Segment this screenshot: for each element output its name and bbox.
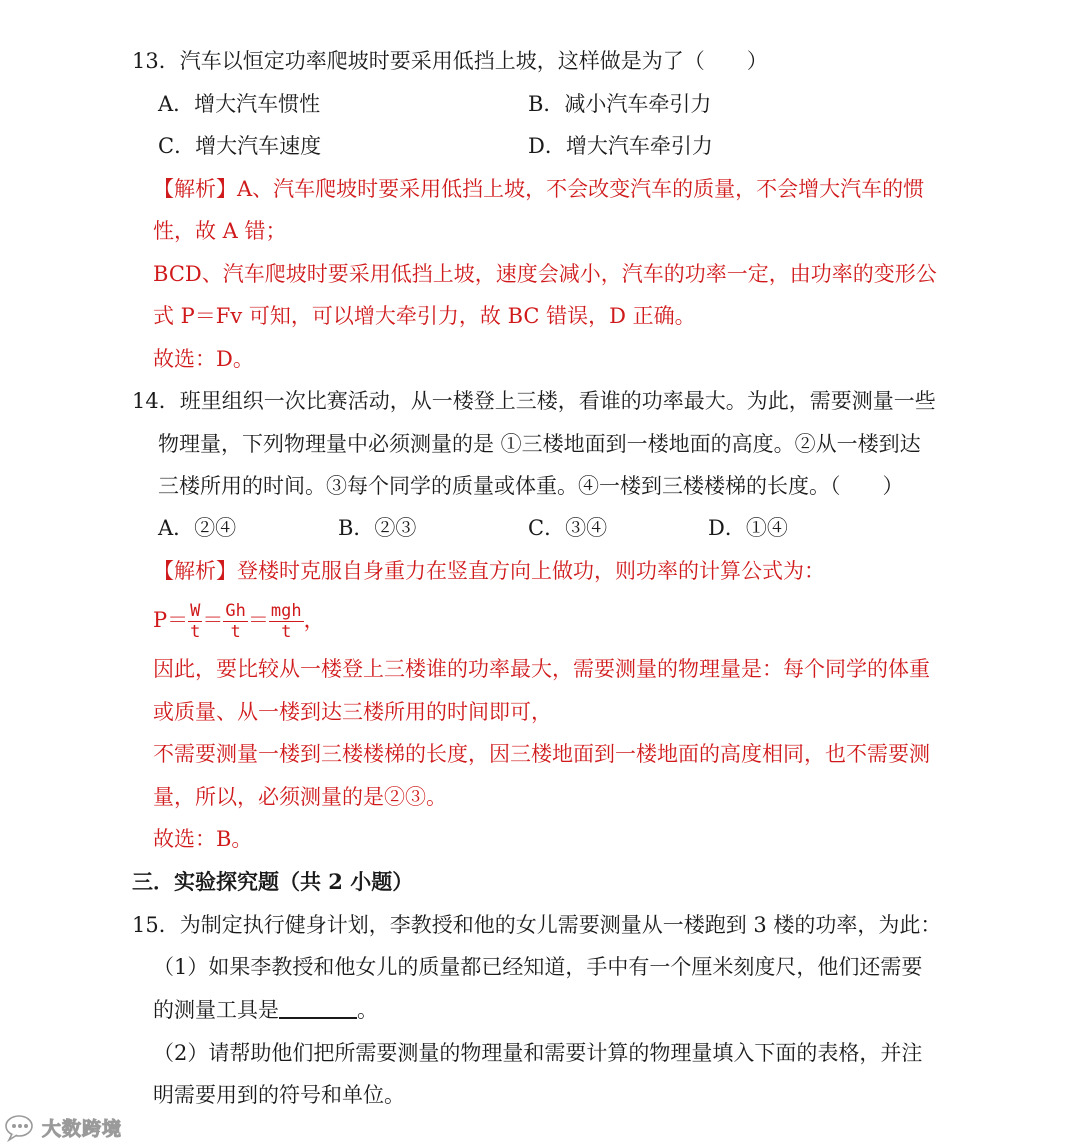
q15-part1-text: 的测量工具是 <box>153 998 279 1022</box>
q13-stem: 13．汽车以恒定功率爬坡时要采用低挡上坡，这样做是为了（ ） <box>132 49 768 73</box>
fraction-numerator: Gh <box>225 601 246 621</box>
formula-eq-1: ＝ <box>167 608 189 632</box>
formula-end: ， <box>303 608 325 632</box>
formula-fraction-gh-t <box>223 601 247 642</box>
q15-stem: 15．为制定执行健身计划，李教授和他的女儿需要测量从一楼跑到 3 楼的功率，为此： <box>132 913 942 937</box>
power-formula <box>153 598 325 642</box>
q14-analysis-line-4: 不需要测量一楼到三楼楼梯的长度，因三楼地面到一楼地面的高度相同，也不需要测 <box>153 742 930 766</box>
q15-part2-line-1: （2）请帮助他们把所需要测量的物理量和需要计算的物理量填入下面的表格，并注 <box>153 1041 923 1065</box>
q14-option-a: A．②④ <box>158 516 237 540</box>
fraction-denominator: t <box>190 622 201 642</box>
q15-part1-line-2 <box>153 995 378 1025</box>
q13-option-c: C．增大汽车速度 <box>158 134 322 158</box>
q13-answer: 故选：D。 <box>153 347 254 371</box>
formula-fraction-mgh-t <box>269 601 304 642</box>
q14-stem-line-2: 物理量，下列物理量中必须测量的是 ①三楼地面到一楼地面的高度。②从一楼到达 <box>158 432 921 456</box>
watermark-text: 大数跨境 <box>42 1118 123 1140</box>
fraction-denominator: t <box>281 622 292 642</box>
fraction-numerator: W <box>190 601 201 621</box>
q15-part1-period: 。 <box>357 998 378 1022</box>
q13-analysis-line-4: 式 P＝Fv 可知，可以增大牵引力，故 BC 错误，D 正确。 <box>153 304 696 328</box>
q13-analysis-line-3: BCD、汽车爬坡时要采用低挡上坡，速度会减小，汽车的功率一定，由功率的变形公 <box>153 262 937 286</box>
q14-analysis-line-5: 量，所以，必须测量的是②③。 <box>153 785 447 809</box>
q14-answer: 故选：B。 <box>153 827 253 851</box>
q13-analysis-line-2: 性，故 A 错； <box>153 219 287 243</box>
formula-fraction-w-t <box>188 601 202 642</box>
q14-analysis-line-3: 或质量、从一楼到达三楼所用的时间即可， <box>153 700 552 724</box>
q15-part1-line-1: （1）如果李教授和他女儿的质量都已经知道，手中有一个厘米刻度尺，他们还需要 <box>153 955 923 979</box>
section-3-title: 三．实验探究题（共 2 小题） <box>132 869 414 894</box>
formula-eq-3: ＝ <box>247 608 269 632</box>
q14-analysis-text-1: 登楼时克服自身重力在竖直方向上做功，则功率的计算公式为： <box>237 559 825 583</box>
answer-blank[interactable] <box>279 997 357 1019</box>
q13-analysis-text-1: A、汽车爬坡时要采用低挡上坡，不会改变汽车的质量，不会增大汽车的惯 <box>237 177 925 201</box>
q14-analysis-line-2: 因此，要比较从一楼登上三楼谁的功率最大，需要测量的物理量是：每个同学的体重 <box>153 657 930 681</box>
q14-analysis-line-1 <box>153 556 825 586</box>
q14-option-b: B．②③ <box>338 516 417 540</box>
q13-analysis-line-1 <box>153 174 924 204</box>
q14-analysis-tag: 【解析】 <box>153 559 237 583</box>
fraction-denominator: t <box>230 622 241 642</box>
formula-eq-2: ＝ <box>202 608 224 632</box>
fraction-numerator: mgh <box>270 601 302 621</box>
watermark <box>4 1112 144 1142</box>
q14-stem-line-1: 14．班里组织一次比赛活动，从一楼登上三楼，看谁的功率最大。为此，需要测量一些 <box>132 389 936 413</box>
formula-p: P <box>153 608 168 632</box>
q15-part2-line-2: 明需要用到的符号和单位。 <box>153 1083 405 1107</box>
q13-option-a: A．增大汽车惯性 <box>158 92 321 116</box>
q13-option-b: B．减小汽车牵引力 <box>528 92 712 116</box>
q14-option-d: D．①④ <box>708 516 788 540</box>
chat-bubble-logo-icon <box>4 1114 40 1142</box>
q13-analysis-tag: 【解析】 <box>153 177 237 201</box>
q14-option-c: C．③④ <box>528 516 608 540</box>
q14-stem-line-3: 三楼所用的时间。③每个同学的质量或体重。④一楼到三楼楼梯的长度。（ ） <box>158 474 904 498</box>
q13-option-d: D．增大汽车牵引力 <box>528 134 713 158</box>
